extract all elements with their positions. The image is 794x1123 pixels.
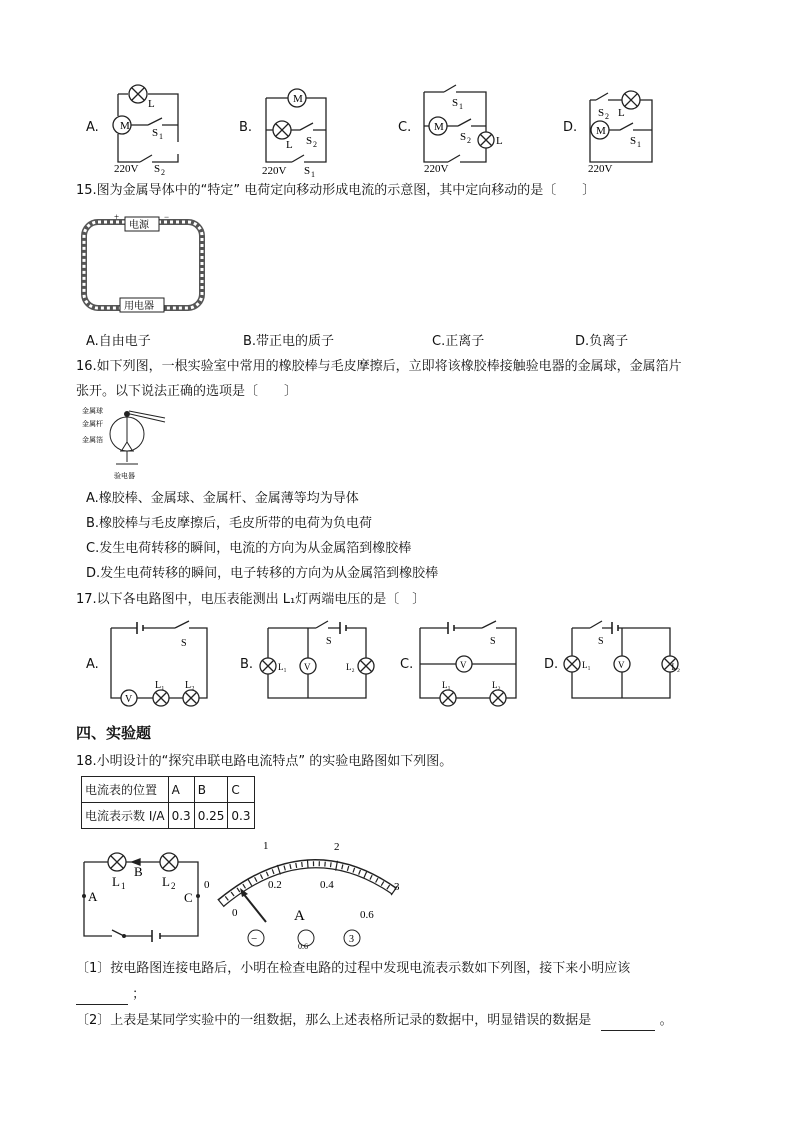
svg-text:+: +	[114, 212, 120, 222]
svg-text:0.2: 0.2	[268, 879, 282, 891]
svg-text:1: 1	[121, 881, 126, 891]
ammeter-tick	[225, 896, 228, 900]
q17-stem: 17.以下各电路图中，电压表能测出 L₁灯两端电压的是〔 〕	[76, 592, 426, 607]
q18-circuit-figure	[76, 846, 206, 946]
svg-text:L₁: L₁	[278, 662, 287, 672]
svg-text:1: 1	[637, 140, 641, 149]
q15-figure	[80, 212, 210, 312]
ammeter-tick	[359, 870, 361, 875]
section-title: 四、实验题	[76, 724, 152, 742]
answer-blank-1[interactable]	[76, 986, 128, 1005]
ammeter-tick	[347, 866, 348, 871]
q17-option-d-letter: D.	[544, 657, 559, 672]
ammeter-tick	[272, 869, 274, 874]
q18-ammeter-dial	[200, 836, 410, 951]
ammeter-tick	[266, 872, 268, 877]
ammeter-tick	[387, 885, 390, 889]
ammeter-tick	[277, 865, 280, 875]
q18-data-table	[81, 776, 255, 829]
svg-text:L₂: L₂	[346, 662, 355, 672]
svg-text:S: S	[306, 135, 313, 147]
table-row: 电流表示数 I/A 0.3 0.25 0.3	[82, 803, 255, 829]
svg-text:0.6: 0.6	[298, 942, 308, 951]
svg-text:220V: 220V	[588, 163, 613, 175]
svg-text:L₁: L₁	[155, 680, 165, 691]
q18-sub1-line1: 〔1〕按电路图连接电路后，小明在检查电路的过程中发现电流表示数如下列图，接下来小明应该	[76, 961, 631, 976]
svg-text:−: −	[251, 933, 258, 945]
q15-stem: 15.图为金属导体中的“特定” 电荷定向移动形成电流的示意图，其中定向移动的是〔 〕	[76, 183, 596, 198]
q14a-lamp-label: L	[148, 98, 155, 110]
q18-sub2: 〔2〕上表是某同学实验中的一组数据，那么上述表格所记录的数据中，明显错误的数据是 。	[76, 1012, 673, 1031]
q14-option-b-letter: B.	[239, 120, 253, 135]
answer-blank-2[interactable]	[601, 1012, 655, 1031]
svg-text:1: 1	[263, 840, 269, 852]
q14a-s1-label: S	[152, 127, 159, 139]
ammeter-tick	[370, 875, 372, 879]
svg-text:0.4: 0.4	[320, 879, 334, 891]
q14a-motor: M	[120, 120, 130, 132]
svg-text:1: 1	[311, 170, 315, 179]
q17-option-b-circuit	[256, 618, 380, 710]
svg-text:0: 0	[232, 907, 238, 919]
svg-text:0.6: 0.6	[360, 909, 374, 921]
ammeter-tick	[237, 888, 240, 892]
q14-option-a-circuit	[100, 82, 190, 177]
ammeter-tick	[231, 892, 234, 896]
q16-option-a: A.橡胶棒、金属球、金属杆、金属薄等均为导体	[86, 491, 359, 506]
q14-option-c-letter: C.	[398, 120, 412, 135]
q15-option-c: C.正离子	[432, 334, 485, 349]
q17-option-b-letter: B.	[240, 657, 254, 672]
ammeter-tick	[296, 863, 297, 868]
svg-text:220V: 220V	[262, 165, 287, 177]
svg-text:L₁: L₁	[582, 660, 591, 670]
svg-text:2: 2	[467, 136, 471, 145]
ammeter-tick	[330, 862, 331, 867]
svg-text:S: S	[460, 131, 467, 143]
q17-option-a-circuit	[105, 618, 217, 712]
svg-text:M: M	[434, 121, 444, 133]
svg-text:S: S	[181, 638, 187, 649]
svg-text:B: B	[134, 864, 143, 879]
q16-option-b: B.橡胶棒与毛皮摩擦后，毛皮所带的电荷为负电荷	[86, 516, 373, 531]
svg-text:2: 2	[171, 881, 176, 891]
svg-text:金属球: 金属球	[82, 407, 103, 415]
q16-stem-line1: 16.如下列图，一根实验室中常用的橡胶棒与毛皮摩擦后，立即将该橡胶棒接触验电器的金属球，金属箔片	[76, 359, 682, 374]
ammeter-tick	[260, 874, 262, 879]
ammeter-tick	[353, 868, 355, 873]
table-row: 电流表的位置 A B C	[82, 777, 255, 803]
svg-text:S: S	[598, 107, 605, 119]
q15-option-d: D.负离子	[575, 334, 629, 349]
q14-option-b-circuit	[258, 82, 338, 179]
ammeter-tick	[218, 899, 224, 907]
ammeter-tick	[364, 871, 367, 877]
q18-stem: 18.小明设计的“探究串联电路电流特点” 的实验电路图如下列图。	[76, 754, 453, 769]
svg-text:L₂: L₂	[671, 662, 680, 672]
svg-text:1: 1	[159, 132, 163, 141]
q14-option-c-circuit	[414, 82, 510, 174]
q14a-voltage: 220V	[114, 163, 139, 175]
q14-option-a-letter: A.	[86, 120, 99, 135]
svg-text:C: C	[184, 890, 193, 905]
q14-option-d-circuit	[580, 82, 660, 174]
q14a-s2-label: S	[154, 163, 161, 175]
svg-text:M: M	[293, 93, 303, 105]
ammeter-tick	[243, 884, 246, 888]
svg-text:M: M	[596, 125, 606, 137]
svg-text:2: 2	[334, 841, 340, 853]
ammeter-tick	[255, 877, 257, 881]
q15-option-a: A.自由电子	[86, 334, 151, 349]
svg-text:L: L	[162, 874, 170, 889]
svg-text:S: S	[630, 135, 637, 147]
q16-electroscope-figure	[80, 404, 170, 484]
svg-text:V: V	[460, 660, 467, 670]
ammeter-tick	[284, 866, 285, 871]
q18-sub1-line2: ；	[76, 986, 145, 1005]
q15-source-label: 电源	[129, 220, 149, 231]
q15-option-b: B.带正电的质子	[243, 334, 335, 349]
ammeter-unit: A	[294, 908, 305, 924]
svg-text:L₁: L₁	[442, 680, 451, 690]
q17-option-d-circuit	[560, 618, 684, 710]
q16-stem-line2: 张开。以下说法正确的选项是〔 〕	[76, 384, 298, 399]
svg-text:L: L	[112, 874, 120, 889]
q16-option-c: C.发生电荷转移的瞬间，电流的方向为从金属箔到橡胶棒	[86, 541, 412, 556]
q14-option-d-letter: D.	[563, 120, 578, 135]
q16-option-d: D.发生电荷转移的瞬间，电子转移的方向为从金属箔到橡胶棒	[86, 566, 439, 581]
ammeter-tick	[381, 881, 384, 885]
ammeter-tick	[342, 864, 343, 869]
svg-text:S: S	[490, 636, 496, 647]
svg-text:2: 2	[161, 168, 165, 177]
svg-text:3: 3	[394, 881, 400, 893]
ammeter-tick	[290, 864, 291, 869]
svg-text:1: 1	[459, 102, 463, 111]
svg-text:L₂: L₂	[185, 680, 195, 691]
svg-text:S: S	[304, 165, 311, 177]
svg-text:L: L	[618, 107, 625, 119]
ammeter-tick	[302, 862, 303, 867]
svg-text:S: S	[326, 636, 332, 647]
q17-option-a-letter: A.	[86, 657, 99, 672]
svg-text:A: A	[88, 889, 98, 904]
ammeter-tick	[376, 878, 378, 882]
q15-load-label: 用电器	[124, 301, 154, 312]
svg-text:2: 2	[313, 140, 317, 149]
svg-text:L: L	[496, 135, 503, 147]
svg-text:0: 0	[204, 879, 210, 891]
svg-text:S: S	[452, 97, 459, 109]
svg-text:S: S	[598, 636, 604, 647]
svg-text:金属箔: 金属箔	[82, 436, 103, 444]
ammeter-tick	[248, 880, 251, 886]
svg-text:V: V	[618, 660, 625, 670]
svg-text:L₂: L₂	[492, 680, 501, 690]
q17-option-c-letter: C.	[400, 657, 414, 672]
svg-text:2: 2	[605, 112, 609, 121]
svg-text:V: V	[304, 662, 311, 672]
svg-text:220V: 220V	[424, 163, 449, 175]
svg-text:−: −	[164, 212, 170, 222]
svg-text:金属杆: 金属杆	[82, 420, 103, 428]
svg-text:3: 3	[349, 934, 354, 945]
q17-option-c-circuit	[416, 618, 528, 712]
svg-text:验电器: 验电器	[114, 472, 135, 480]
svg-text:L: L	[286, 139, 293, 151]
svg-text:V: V	[125, 694, 133, 705]
